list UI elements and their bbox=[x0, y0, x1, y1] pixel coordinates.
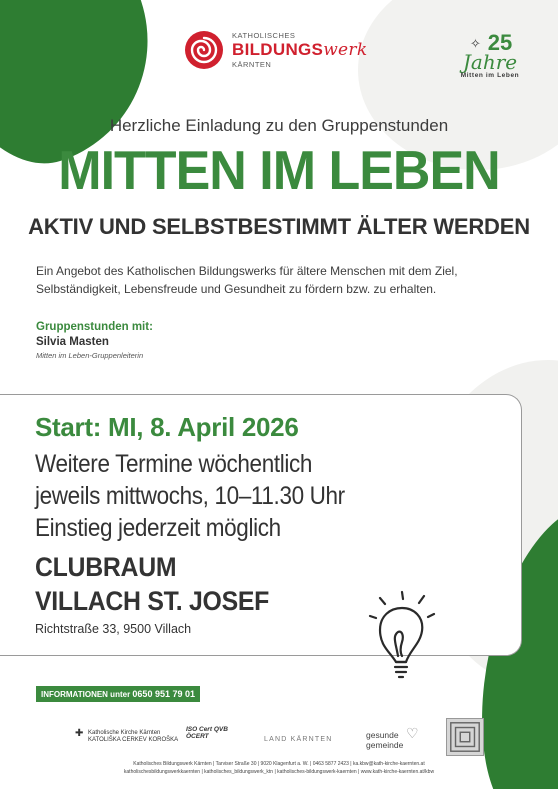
headline: MITTEN IM LEBEN bbox=[58, 140, 500, 202]
qvb-label: QVB bbox=[213, 726, 228, 733]
event-schedule bbox=[35, 448, 345, 544]
subheadline: AKTIV UND SELBSTBESTIMMT ÄLTER WERDEN bbox=[28, 214, 530, 239]
logo-line-kaernten: KÄRNTEN bbox=[232, 60, 272, 69]
kirche-kaernten-logo bbox=[75, 728, 179, 744]
footer-address-line: Katholisches Bildungswerk Kärnten | Tarviser Straße 30 | 9020 Klagenfurt a. W. | 0463 5877 2423 | ka.kbw@kath-kirche-kaernten.at bbox=[133, 761, 425, 767]
cross-icon: ✚ bbox=[75, 728, 84, 739]
maze-logo-icon bbox=[446, 718, 484, 756]
iso-cert-label: ISO Cert bbox=[186, 726, 213, 733]
info-phone: 0650 951 79 01 bbox=[132, 689, 195, 699]
group-leader-block bbox=[36, 321, 153, 360]
intro-line-1: Ein Angebot des Katholischen Bildungswerks für ältere Menschen mit dem Ziel, bbox=[36, 264, 458, 278]
schedule-line-3: Einstieg jederzeit möglich bbox=[35, 514, 281, 542]
jubilee-badge bbox=[452, 32, 528, 79]
gesunde-line-1: gesunde bbox=[366, 730, 399, 740]
bildungswerk-logo bbox=[184, 30, 367, 70]
logo-werk: werk bbox=[323, 40, 368, 60]
intro-paragraph bbox=[36, 262, 506, 298]
schedule-line-2: jeweils mittwochs, 10–11.30 Uhr bbox=[35, 482, 345, 510]
kirche-line-1: Katholische Kirche Kärnten bbox=[88, 730, 161, 736]
group-leader-label: Gruppenstunden mit: bbox=[36, 321, 153, 333]
jubilee-number: 25 bbox=[487, 30, 513, 55]
event-address: Richtstraße 33, 9500 Villach bbox=[35, 622, 192, 636]
event-start: Start: MI, 8. April 2026 bbox=[35, 412, 299, 442]
sparkle-icon: ✧ bbox=[470, 36, 481, 51]
invitation-text: Herzliche Einladung zu den Gruppenstunden bbox=[109, 116, 449, 135]
event-venue bbox=[35, 550, 269, 618]
spiral-logo-icon bbox=[184, 30, 224, 70]
gesunde-line-2: gemeinde bbox=[366, 740, 404, 750]
partner-logos bbox=[0, 716, 558, 756]
kirche-line-2: KATOLIŠKA CERKEV KOROŠKA bbox=[88, 737, 179, 743]
logo-line-katholisches: KATHOLISCHES bbox=[232, 31, 296, 40]
lightbulb-icon bbox=[358, 584, 448, 684]
info-label: INFORMATIONEN unter bbox=[41, 690, 131, 699]
venue-line-2: VILLACH ST. JOSEF bbox=[35, 586, 270, 616]
land-kaernten-logo: LAND KÄRNTEN bbox=[264, 736, 333, 743]
logo-bildungs: BILDUNGS bbox=[232, 40, 324, 59]
gesunde-gemeinde-logo bbox=[366, 725, 419, 750]
footer bbox=[0, 760, 558, 776]
group-leader-name: Silvia Masten bbox=[36, 336, 109, 348]
heart-icon: ♡ bbox=[406, 725, 419, 741]
venue-line-1: CLUBRAUM bbox=[35, 552, 177, 582]
group-leader-role: Mitten im Leben-Gruppenleiterin bbox=[36, 351, 144, 360]
footer-social-line: katholischesbildungswerkkaernten | katholisches_bildungswerk_ktn | katholisches-bildungswerk-kaernten | www.kath-kirche-kaernten.at/kbw bbox=[123, 769, 435, 775]
oecert-label: ÖCERT bbox=[186, 733, 209, 740]
schedule-line-1: Weitere Termine wöchentlich bbox=[35, 450, 313, 478]
jubilee-word: Jahre bbox=[462, 50, 518, 74]
jubilee-subtitle: Mitten im Leben bbox=[460, 72, 520, 79]
intro-line-2: Selbständigkeit, Lebensfreude und Gesundheit zu fördern bzw. zu erhalten. bbox=[36, 282, 437, 296]
info-banner bbox=[36, 686, 200, 702]
certification-logos bbox=[186, 726, 228, 740]
